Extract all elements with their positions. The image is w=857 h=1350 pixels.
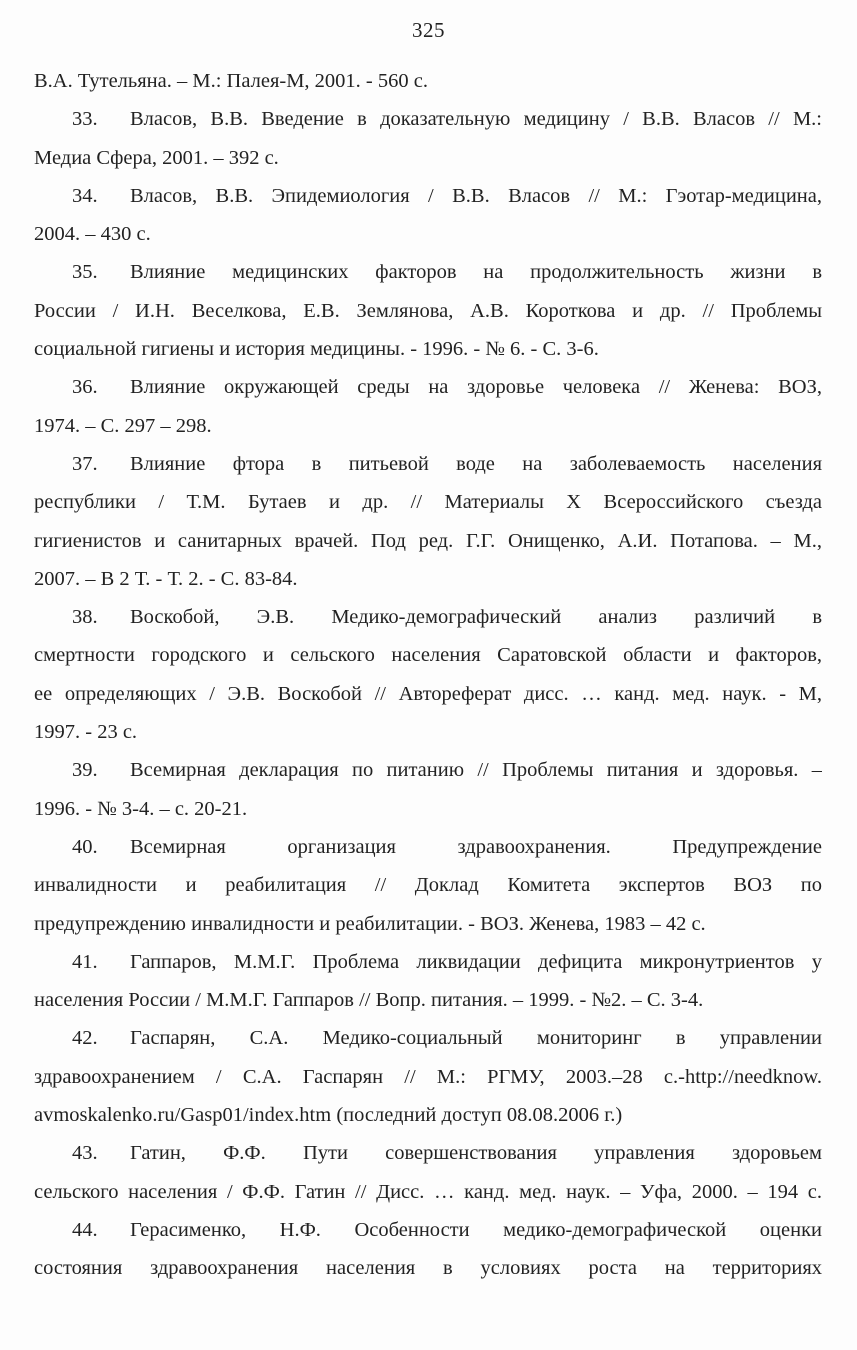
reference-number: 34. [72, 184, 98, 207]
reference-continuation-line: инвалидности и реабилитация // Доклад Комитета экспертов ВОЗ по [34, 874, 822, 897]
reference-entry-first-line [34, 943, 822, 981]
reference-continuation-line: предупреждению инвалидности и реабилитации. - ВОЗ. Женева, 1983 – 42 с. [34, 912, 706, 935]
reference-continuation-line: смертности городского и сельского населения Саратовской области и факторов, [34, 644, 822, 667]
reference-entry-first-line [34, 1134, 822, 1172]
reference-continuation-line: 2007. – В 2 Т. - Т. 2. - С. 83-84. [34, 567, 298, 590]
reference-text: Влияние фтора в питьевой воде на заболеваемость населения [130, 452, 822, 475]
reference-entry-first-line [34, 751, 822, 789]
reference-entry-first-line [34, 100, 822, 138]
reference-continuation-line: населения России / М.М.Г. Гаппаров // Вопр. питания. – 1999. - №2. – С. 3-4. [34, 989, 704, 1012]
reference-continuation-line: здравоохранением / С.А. Гаспарян // М.: РГМУ, 2003.–28 с.-http://needknow. [34, 1065, 822, 1088]
reference-text: Герасименко, Н.Ф. Особенности медико-демографической оценки [130, 1218, 822, 1241]
reference-text: Гатин, Ф.Ф. Пути совершенствования управления здоровьем [130, 1142, 822, 1165]
reference-continuation-line: гигиенистов и санитарных врачей. Под ред. Г.Г. Онищенко, А.И. Потапова. – М., [34, 529, 822, 552]
reference-continuation-line: социальной гигиены и история медицины. - 1996. - № 6. - С. 3-6. [34, 338, 599, 361]
reference-number: 35. [72, 261, 98, 284]
reference-continuation-line: 1997. - 23 с. [34, 721, 138, 744]
reference-text: Всемирная декларация по питанию // Проблемы питания и здоровья. – [130, 759, 822, 782]
reference-text: Влияние медицинских факторов на продолжительность жизни в [130, 261, 822, 284]
reference-number: 42. [72, 1027, 98, 1050]
reference-continuation-line: России / И.Н. Веселкова, Е.В. Землянова, А.В. Короткова и др. // Проблемы [34, 299, 822, 322]
reference-continuation-line: 1996. - № 3-4. – с. 20-21. [34, 797, 248, 820]
reference-list [34, 62, 822, 1288]
reference-number: 36. [72, 376, 98, 399]
reference-continuation-line: 1974. – С. 297 – 298. [34, 414, 212, 437]
reference-continuation-line: сельского населения / Ф.Ф. Гатин // Дисс. … канд. мед. наук. – Уфа, 2000. – 194 с. [34, 1180, 822, 1203]
reference-entry-first-line [34, 253, 822, 291]
reference-entry-first-line [34, 598, 822, 636]
reference-number: 33. [72, 108, 98, 131]
reference-number: 37. [72, 452, 98, 475]
reference-entry-first-line [34, 1019, 822, 1057]
page-number: 325 [412, 18, 445, 42]
reference-continuation-line: 2004. – 430 с. [34, 223, 151, 246]
reference-text: Власов, В.В. Эпидемиология / В.В. Власов // М.: Гэотар-медицина, [130, 184, 822, 207]
reference-number: 38. [72, 606, 98, 629]
reference-continuation-line: ее определяющих / Э.В. Воскобой // Автореферат дисс. … канд. мед. наук. - М, [34, 682, 822, 705]
reference-number: 40. [72, 835, 98, 858]
reference-entry-first-line [34, 1211, 822, 1249]
reference-text: Воскобой, Э.В. Медико-демографический анализ различий в [130, 606, 822, 629]
reference-text: Власов, В.В. Введение в доказательную медицину / В.В. Власов // М.: [130, 108, 822, 131]
reference-text: Всемирная организация здравоохранения. Предупреждение [130, 835, 822, 858]
reference-text: Влияние окружающей среды на здоровье человека // Женева: ВОЗ, [130, 376, 822, 399]
reference-number: 44. [72, 1218, 98, 1241]
reference-continuation-line: республики / Т.М. Бутаев и др. // Материалы X Всероссийского съезда [34, 491, 822, 514]
reference-entry-first-line [34, 445, 822, 483]
reference-continuation-line: avmoskalenko.ru/Gasp01/index.htm (последний доступ 08.08.2006 г.) [34, 1104, 623, 1127]
reference-text: Гаппаров, М.М.Г. Проблема ликвидации дефицита микронутриентов у [130, 950, 822, 973]
reference-continuation-line: В.А. Тутельяна. – М.: Палея-М, 2001. - 560 с. [34, 70, 428, 92]
reference-number: 43. [72, 1142, 98, 1165]
reference-number: 39. [72, 759, 98, 782]
reference-number: 41. [72, 950, 98, 973]
reference-continuation-line: Медиа Сфера, 2001. – 392 с. [34, 146, 279, 169]
reference-continuation-line: состояния здравоохранения населения в условиях роста на территориях [34, 1257, 822, 1280]
reference-entry-first-line [34, 368, 822, 406]
reference-entry-first-line [34, 828, 822, 866]
reference-entry-first-line [34, 177, 822, 215]
reference-text: Гаспарян, С.А. Медико-социальный мониторинг в управлении [130, 1027, 822, 1050]
